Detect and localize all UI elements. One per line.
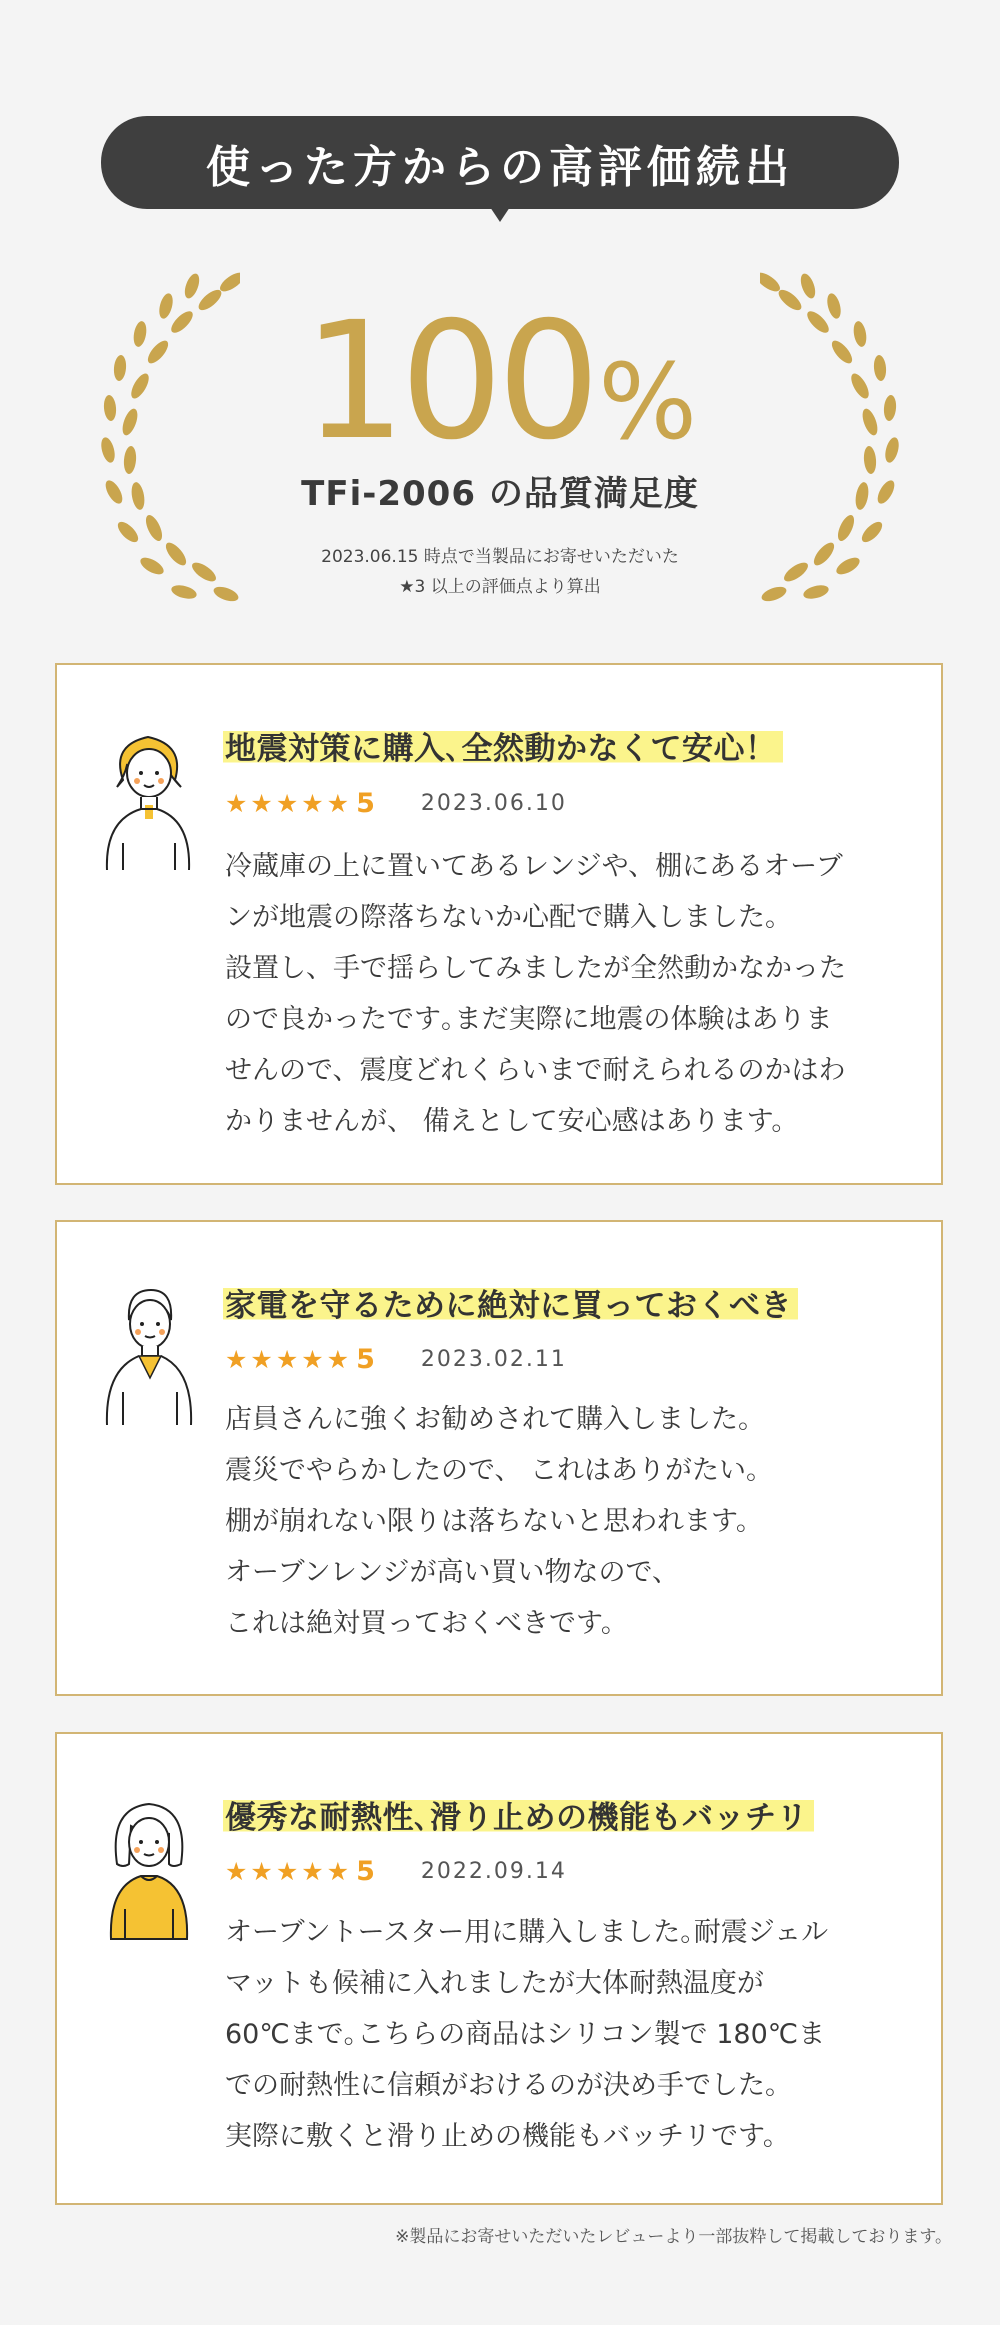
section-title: 使った方からの高評価続出 xyxy=(206,141,794,193)
review-body xyxy=(225,841,910,1147)
review-line: 震災でやらかしたので、 これはありがたい。 xyxy=(225,1455,774,1486)
satisfaction-label: TFi-2006 の品質満足度 xyxy=(301,474,699,514)
review-date: 2022.09.14 xyxy=(420,1859,567,1884)
review-line: オーブントースター用に購入しました｡耐震ジェル xyxy=(225,1917,829,1948)
review-title: 優秀な耐熱性､滑り止めの機能もバッチリ xyxy=(223,1792,814,1837)
review-line: ンが地震の際落ちないか心配で購入しました。 xyxy=(225,902,792,933)
review-line: 冷蔵庫の上に置いてあるレンジや、棚にあるオーブ xyxy=(225,851,843,882)
star-rating-icons: ★★★★★ xyxy=(225,1345,353,1374)
review-line: マットも候補に入れましたが大体耐熱温度が xyxy=(225,1968,764,1999)
rating-score: 5 xyxy=(356,788,375,819)
review-title: 地震対策に購入､全然動かなくて安心！ xyxy=(223,723,783,768)
review-line: での耐熱性に信頼がおけるのが決め手でした。 xyxy=(225,2070,792,2101)
review-line: 実際に敷くと滑り止めの機能もバッチリです。 xyxy=(225,2121,790,2152)
rating-score: 5 xyxy=(356,1344,375,1375)
review-card-1 xyxy=(55,663,943,1185)
satisfaction-percentage xyxy=(290,282,710,476)
review-line: これは絶対買っておくべきです。 xyxy=(225,1608,628,1639)
rating-row xyxy=(225,1344,567,1375)
rating-row xyxy=(225,1856,567,1887)
review-line: 棚が崩れない限りは落ちないと思われます。 xyxy=(225,1506,763,1537)
section-title-banner xyxy=(101,116,899,209)
review-date: 2023.06.10 xyxy=(420,791,567,816)
satisfaction-number: 100 xyxy=(302,288,595,476)
footnote: ※製品にお寄せいただいたレビューより一部抜粋して掲載しております。 xyxy=(395,2227,952,2247)
note-line-1: 2023.06.15 時点で当製品にお寄せいただいた xyxy=(321,547,679,567)
review-line: ので良かったです｡まだ実際に地震の体験はありま xyxy=(225,1004,833,1035)
rating-row xyxy=(225,788,567,819)
review-body xyxy=(225,1907,910,2162)
woman-short-hair-avatar-icon xyxy=(101,725,196,875)
review-line: せんので、震度どれくらいまで耐えられるのかはわ xyxy=(225,1055,846,1086)
review-title: 家電を守るために絶対に買っておくべき xyxy=(223,1280,798,1325)
man-avatar-icon xyxy=(101,1280,196,1430)
review-body xyxy=(225,1394,910,1649)
percent-sign: % xyxy=(598,341,698,463)
review-line: かりませんが、 備えとして安心感はあります。 xyxy=(225,1106,799,1137)
star-rating-icons: ★★★★★ xyxy=(225,1857,353,1886)
review-card-3 xyxy=(55,1732,943,2205)
banner-pointer xyxy=(490,207,510,222)
review-line: 店員さんに強くお勧めされて購入しました。 xyxy=(225,1404,765,1435)
woman-bob-hair-avatar-icon xyxy=(101,1794,196,1944)
note-line-2: ★3 以上の評価点より算出 xyxy=(399,577,601,597)
star-rating-icons: ★★★★★ xyxy=(225,789,353,818)
rating-score: 5 xyxy=(356,1856,375,1887)
review-card-2 xyxy=(55,1220,943,1696)
review-line: 設置し、手で揺らしてみましたが全然動かなかった xyxy=(225,953,846,984)
review-line: 60℃まで｡こちらの商品はシリコン製で 180℃ま xyxy=(225,2019,826,2050)
review-date: 2023.02.11 xyxy=(420,1347,567,1372)
review-line: オーブンレンジが高い買い物なので、 xyxy=(225,1557,680,1588)
